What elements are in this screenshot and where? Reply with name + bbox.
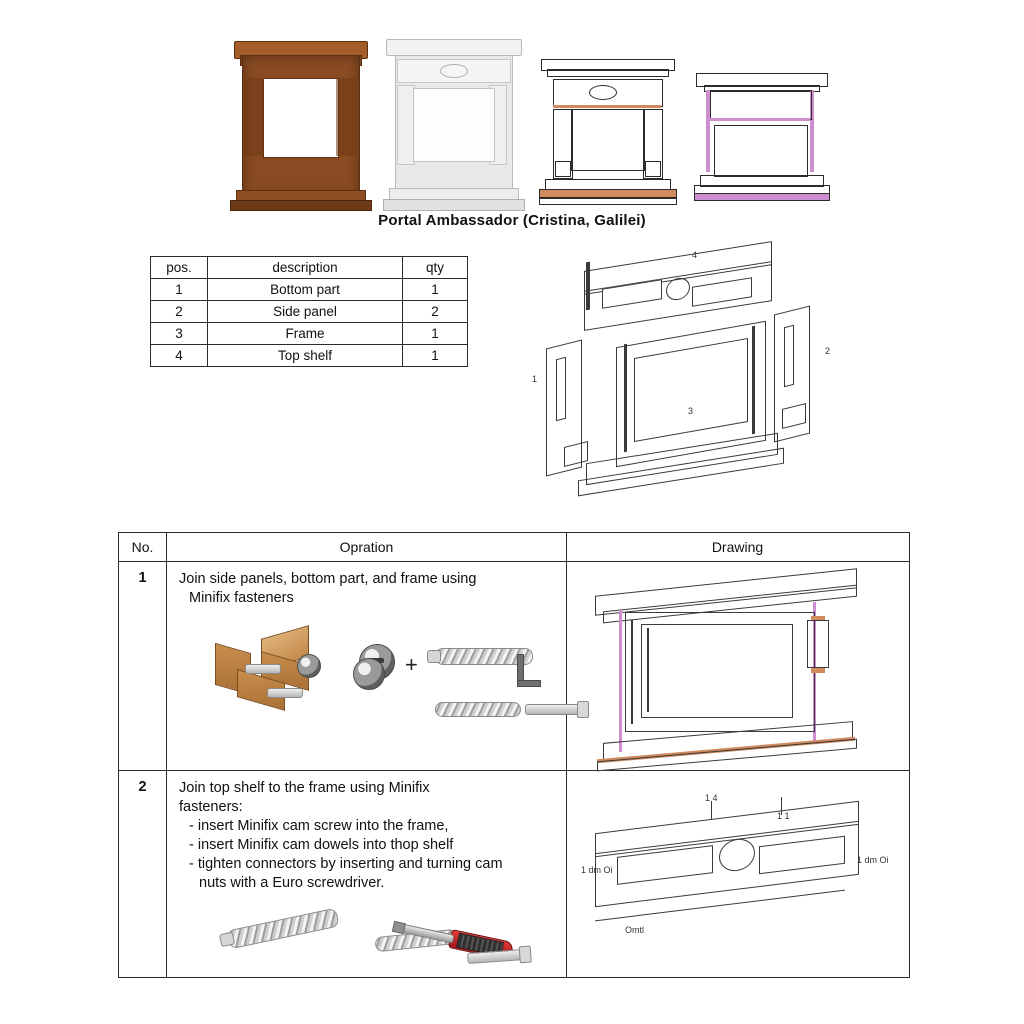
dimension-label: 1 dm Oi [581, 865, 613, 875]
cell-qty: 1 [403, 345, 468, 367]
exploded-label-1: 1 [532, 374, 538, 384]
step-drawing-cell [567, 562, 908, 770]
step-operation-cell [167, 771, 567, 977]
table-row [151, 279, 468, 301]
step2-bullet-3: - tighten connectors by inserting and turning cam [189, 856, 503, 872]
step2-bullet-4: nuts with a Euro screwdriver. [199, 875, 385, 891]
cell-qty: 1 [403, 279, 468, 301]
cell-pos: 4 [151, 345, 208, 367]
table-row [151, 323, 468, 345]
step-drawing-cell [567, 771, 908, 977]
render-white-portal [383, 33, 523, 208]
minifix-joint-illustration [215, 632, 345, 712]
cell-qty: 1 [403, 323, 468, 345]
euro-screw [435, 702, 521, 717]
render-line-portal-pink [690, 33, 830, 208]
render-wood-portal [230, 33, 370, 208]
exploded-label-2: 2 [825, 346, 831, 356]
header-drawing: Drawing [711, 539, 764, 555]
cell-description: Frame [208, 323, 403, 345]
step2-line1: Join top shelf to the frame using Minifix [179, 780, 430, 796]
cell-pos: 2 [151, 301, 208, 323]
cell-pos: 3 [151, 323, 208, 345]
minifix-cam-nut-second [353, 658, 385, 690]
cell-pos: 1 [151, 279, 208, 301]
cell-description: Side panel [208, 301, 403, 323]
step1-line1: Join side panels, bottom part, and frame using [179, 571, 477, 587]
exploded-label-4: 4 [692, 250, 698, 260]
dimension-label: 1 1 [777, 811, 790, 821]
product-renders [230, 28, 830, 208]
plus-icon: + [405, 652, 418, 677]
step2-bullet-2: - insert Minifix cam dowels into thop shelf [189, 837, 454, 853]
table-row [151, 301, 468, 323]
minifix-dowel-screw [226, 908, 340, 950]
dimension-label: 1 dm Oi [857, 855, 889, 865]
dimension-label: 1 4 [705, 793, 718, 803]
step-number: 2 [119, 771, 167, 977]
exploded-label-3: 3 [688, 406, 694, 416]
header-no: No. [119, 533, 167, 561]
page-title: Portal Ambassador (Cristina, Galilei) [378, 212, 646, 229]
cell-description: Top shelf [208, 345, 403, 367]
dimension-label: Omtl [625, 925, 644, 935]
table-row [151, 345, 468, 367]
step1-line2: Minifix fasteners [189, 590, 294, 606]
cell-qty: 2 [403, 301, 468, 323]
instructions-header-row [119, 533, 909, 562]
exploded-assembly-diagram [520, 248, 880, 508]
render-line-portal-orange [537, 33, 677, 208]
step2-bullet-1: - insert Minifix cam screw into the frame, [189, 818, 449, 834]
step-number: 1 [119, 562, 167, 770]
header-pos: pos. [151, 257, 208, 279]
step2-line2: fasteners: [179, 799, 243, 815]
step-operation-cell [167, 562, 567, 770]
header-qty: qty [403, 257, 468, 279]
instructions-table [118, 532, 910, 978]
header-description: description [208, 257, 403, 279]
header-operation: Opration [167, 533, 567, 561]
parts-table-header-row [151, 257, 468, 279]
cell-description: Bottom part [208, 279, 403, 301]
instruction-step-row [119, 771, 909, 977]
parts-table [150, 256, 468, 367]
instruction-step-row [119, 562, 909, 771]
